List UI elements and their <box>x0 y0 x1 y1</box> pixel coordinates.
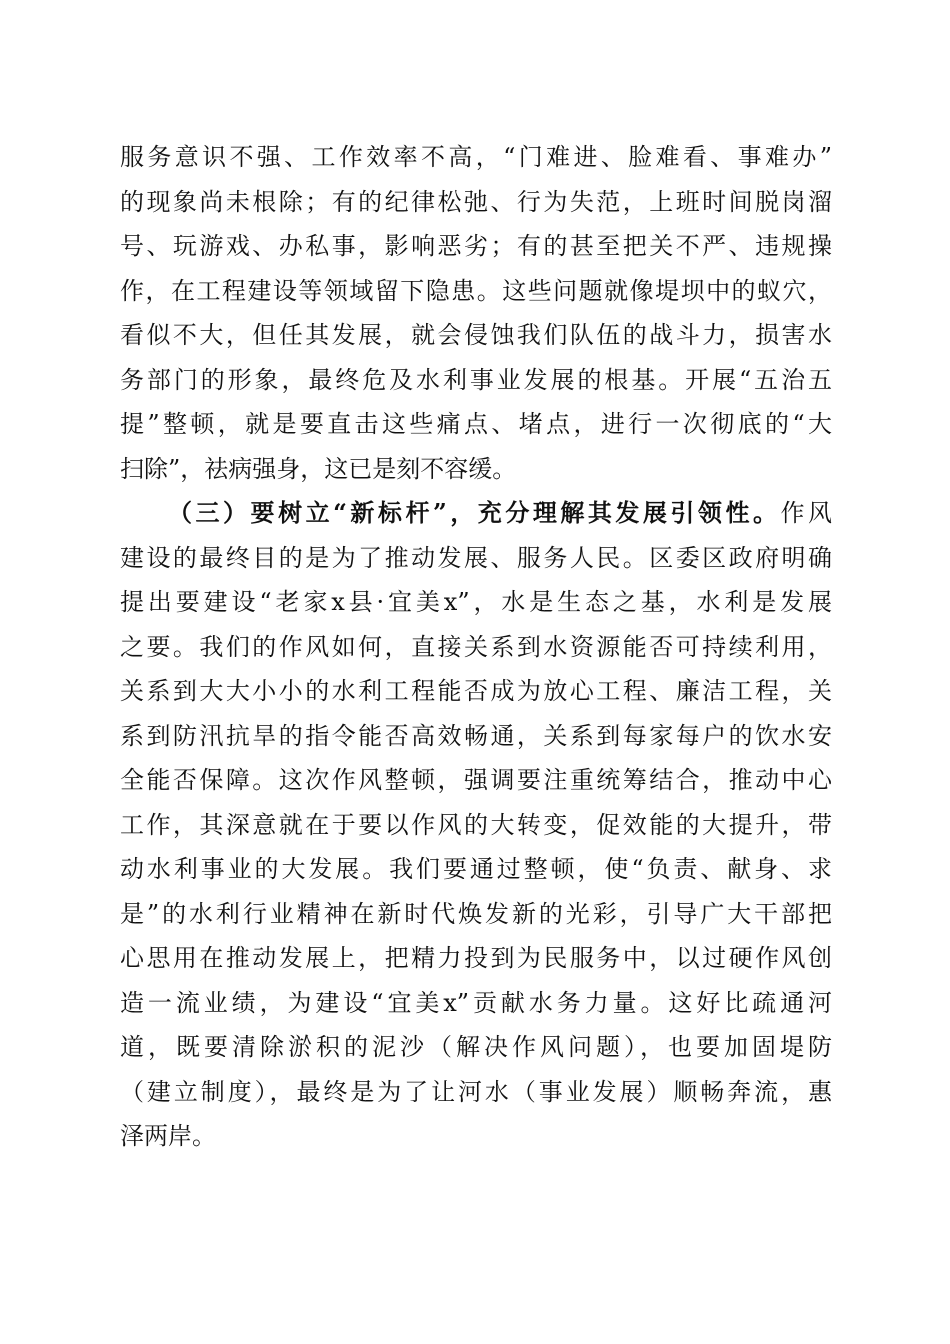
text-line: 服务意识不强、工作效率不高，“门难进、脸难看、事难办” <box>120 143 832 171</box>
heading-line-rest: 作风 <box>780 499 832 527</box>
text-line: 工作，其深意就在于要以作风的大转变，促效能的大提升，带 <box>120 810 832 839</box>
text-line: 泽两岸。 <box>120 1122 216 1150</box>
text-line: （建立制度），最终是为了让河水（事业发展）顺畅奔流，惠 <box>120 1077 832 1106</box>
text-line: 的现象尚未根除；有的纪律松弛、行为失范，上班时间脱岗溜 <box>120 187 832 216</box>
text-line: 号、玩游戏、办私事，影响恶劣；有的甚至把关不严、违规操 <box>120 232 832 260</box>
text-line: 道，既要清除淤积的泥沙（解决作风问题），也要加固堤防 <box>120 1033 832 1061</box>
body-text <box>120 135 832 1159</box>
paragraph-1 <box>120 135 832 491</box>
text-line: 造一流业绩，为建设“宜美x”贡献水务力量。这好比疏通河 <box>120 988 832 1017</box>
text-line <box>120 491 832 536</box>
text-line: 动水利事业的大发展。我们要通过整顿，使“负责、献身、求 <box>120 855 832 883</box>
text-line: 看似不大，但任其发展，就会侵蚀我们队伍的战斗力，损害水 <box>120 321 832 349</box>
text-line: 建设的最终目的是为了推动发展、服务人民。区委区政府明确 <box>120 543 832 572</box>
text-line: 是”的水利行业精神在新时代焕发新的光彩，引导广大干部把 <box>120 899 832 928</box>
paragraph-2 <box>120 491 832 1159</box>
text-line: 扫除”，祛病强身，这已是刻不容缓。 <box>120 454 517 483</box>
text-line: 提出要建设“老家x县·宜美x”，水是生态之基，水利是发展 <box>120 588 832 616</box>
text-line: 关系到大大小小的水利工程能否成为放心工程、廉洁工程，关 <box>120 677 832 705</box>
text-line: 全能否保障。这次作风整顿，强调要注重统筹结合，推动中心 <box>120 766 832 794</box>
text-line: 之要。我们的作风如何，直接关系到水资源能否可持续利用， <box>120 632 832 661</box>
text-line: 务部门的形象，最终危及水利事业发展的根基。开展“五治五 <box>120 365 832 394</box>
text-line: 系到防汛抗旱的指令能否高效畅通，关系到每家每户的饮水安 <box>120 721 832 750</box>
section-heading: （三）要树立“新标杆”，充分理解其发展引领性。 <box>168 498 781 527</box>
text-line: 作，在工程建设等领域留下隐患。这些问题就像堤坝中的蚁穴， <box>120 276 832 305</box>
text-line: 心思用在推动发展上，把精力投到为民服务中，以过硬作风创 <box>120 944 832 972</box>
text-line: 提”整顿，就是要直击这些痛点、堵点，进行一次彻底的“大 <box>120 410 832 438</box>
